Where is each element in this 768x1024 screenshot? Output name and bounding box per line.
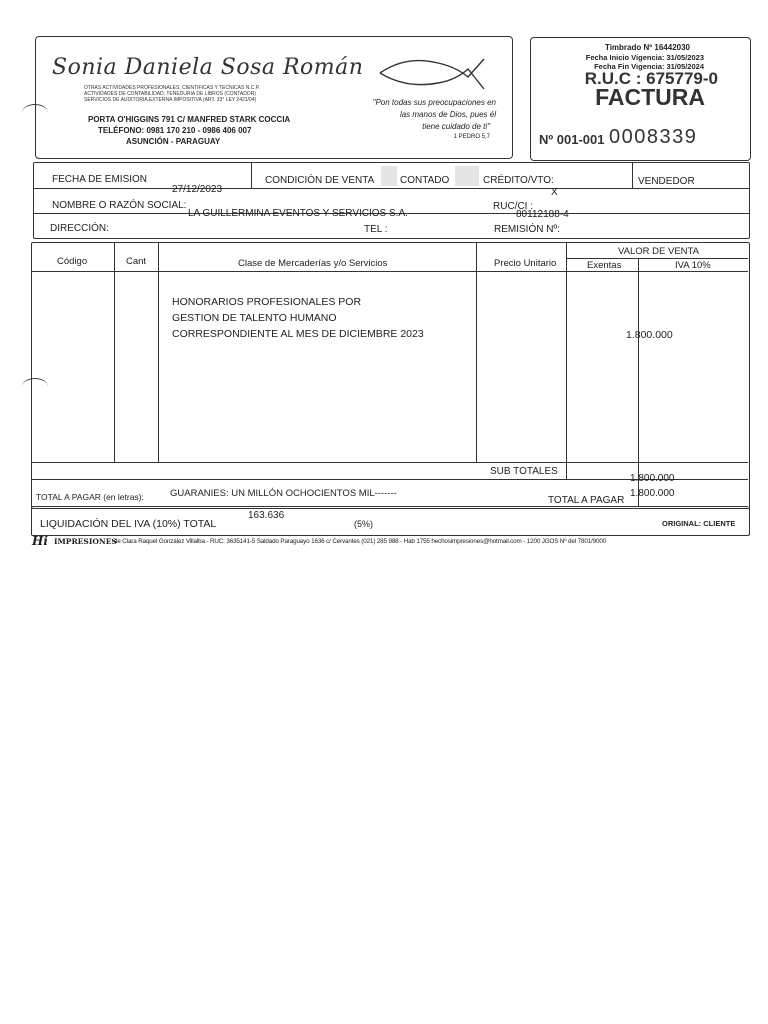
column-header-valor-venta: VALOR DE VENTA [618,246,699,257]
invoice-number: 0008339 [609,126,698,148]
quote-line: las manos de Dios, pues él [399,110,496,119]
issuer-activity: OTRAS ACTIVIDADES PROFESIONALES, CIENTIFICAS Y TECNICAS N.C.P. [84,85,260,91]
ruc-ci-label: RUC/CI : [493,201,533,212]
timbrado-number: Timbrado Nº 16442030 [604,43,690,52]
credito-label: CRÉDITO/VTO: [483,175,554,186]
nombre-label: NOMBRE O RAZÓN SOCIAL: [52,200,187,211]
ruc-ci-value: 80112188-4 [516,209,569,220]
direccion-label: DIRECCIÓN: [50,223,109,234]
shaded-checkbox [455,166,479,186]
divider [566,258,748,259]
divider [251,163,252,188]
divider [34,188,749,189]
liquidacion-label: LIQUIDACIÓN DEL IVA (10%) TOTAL [40,518,217,530]
total-letras-value: GUARANIES: UN MILLÓN OCHOCIENTOS MIL------- [170,488,397,499]
liquidacion-value: 163.636 [248,510,285,521]
column-header-exentas: Exentas [587,260,622,271]
column-header-clase: Clase de Mercaderías y/o Servicios [238,258,388,269]
issuer-activity: ACTIVIDADES DE CONTABILIDAD, TENEDURIA DE LIBROS (CONTADOR) [84,91,256,97]
divider [32,271,748,272]
issuer-address: PORTA O'HIGGINS 791 C/ MANFRED STARK COCCIA [88,115,291,124]
column-header-iva: IVA 10% [675,260,711,271]
total-letras-label: TOTAL A PAGAR (en letras): [36,492,144,502]
printer-details: de Clara Raquel González Villalba - RUC: 3635141-5 Saldado Paraguayo 1636 c/ Cervantes (021) 285 988 - Hab 1755 hechosimpresiones@hotmail.com - 1200 JGOS Nº del 7801/9000 [114,538,607,545]
fish-icon [376,53,488,97]
quote-reference: 1 PEDRO 5,7 [453,134,490,140]
printer-name: IMPRESIONES [54,537,117,546]
item-description-line: GESTION DE TALENTO HUMANO [172,312,337,324]
item-iva-value: 1.800.000 [626,329,673,341]
total-pagar-value: 1.800.000 [630,488,675,499]
document-type: FACTURA [595,84,705,110]
column-header-precio-unitario: Precio Unitario [494,258,557,269]
divider [476,243,477,462]
fecha-emision-label: FECHA DE EMISION [52,174,148,185]
divider [632,163,633,188]
item-description-line: CORRESPONDIENTE AL MES DE DICIEMBRE 2023 [172,328,424,340]
copy-label: ORIGINAL: CLIENTE [662,519,736,528]
divider [158,243,159,462]
total-pagar-label: TOTAL A PAGAR [548,495,625,506]
fecha-emision-value: 27/12/2023 [172,184,223,195]
invoice-prefix: Nº 001-001 [539,132,605,147]
contado-label: CONTADO [400,175,450,186]
shaded-checkbox [381,166,397,186]
item-description-line: HONORARIOS PROFESIONALES POR [172,296,362,308]
issuer-ruc: R.U.C : 675779-0 [584,69,718,88]
timbrado-box [530,37,751,161]
timbrado-end-date: Fecha Fin Vigencia: 31/05/2024 [594,62,704,71]
subtotales-label: SUB TOTALES [490,466,558,477]
subtotal-value: 1.800.000 [630,473,675,484]
column-header-codigo: Código [57,256,88,267]
issuer-city: ASUNCIÓN - PARAGUAY [126,137,221,146]
issuer-phone: TELÉFONO: 0981 170 210 - 0986 406 007 [98,126,252,135]
divider [566,243,567,479]
iva-five-percent-label: (5%) [354,519,374,529]
issuer-name: Sonia Daniela Sosa Román [52,55,364,80]
remision-label: REMISIÓN Nº: [494,224,560,235]
quote-line: "Pon todas sus preocupaciones en [372,98,496,107]
quote-line: tiene cuidado de ti" [422,122,490,131]
timbrado-start-date: Fecha Inicio Vigencia: 31/05/2023 [585,53,704,62]
issuer-activity: SERVICIOS DE AUDITORIA EXTERNA IMPOSITIVA (ART. 33° LEY 2421/04) [84,97,257,103]
condicion-venta-label: CONDICIÓN DE VENTA [265,175,375,186]
divider [638,258,639,506]
items-table [31,242,750,509]
issuer-box [35,36,513,159]
divider [114,243,115,462]
credito-mark: X [551,187,558,198]
divider [32,462,748,463]
column-header-cant: Cant [126,256,147,267]
vendedor-label: VENDEDOR [638,176,695,187]
nombre-value: LA GUILLERMINA EVENTOS Y SERVICIOS S.A. [188,208,408,219]
tel-label: TEL : [364,224,388,235]
printer-logo: Hi [32,534,48,548]
